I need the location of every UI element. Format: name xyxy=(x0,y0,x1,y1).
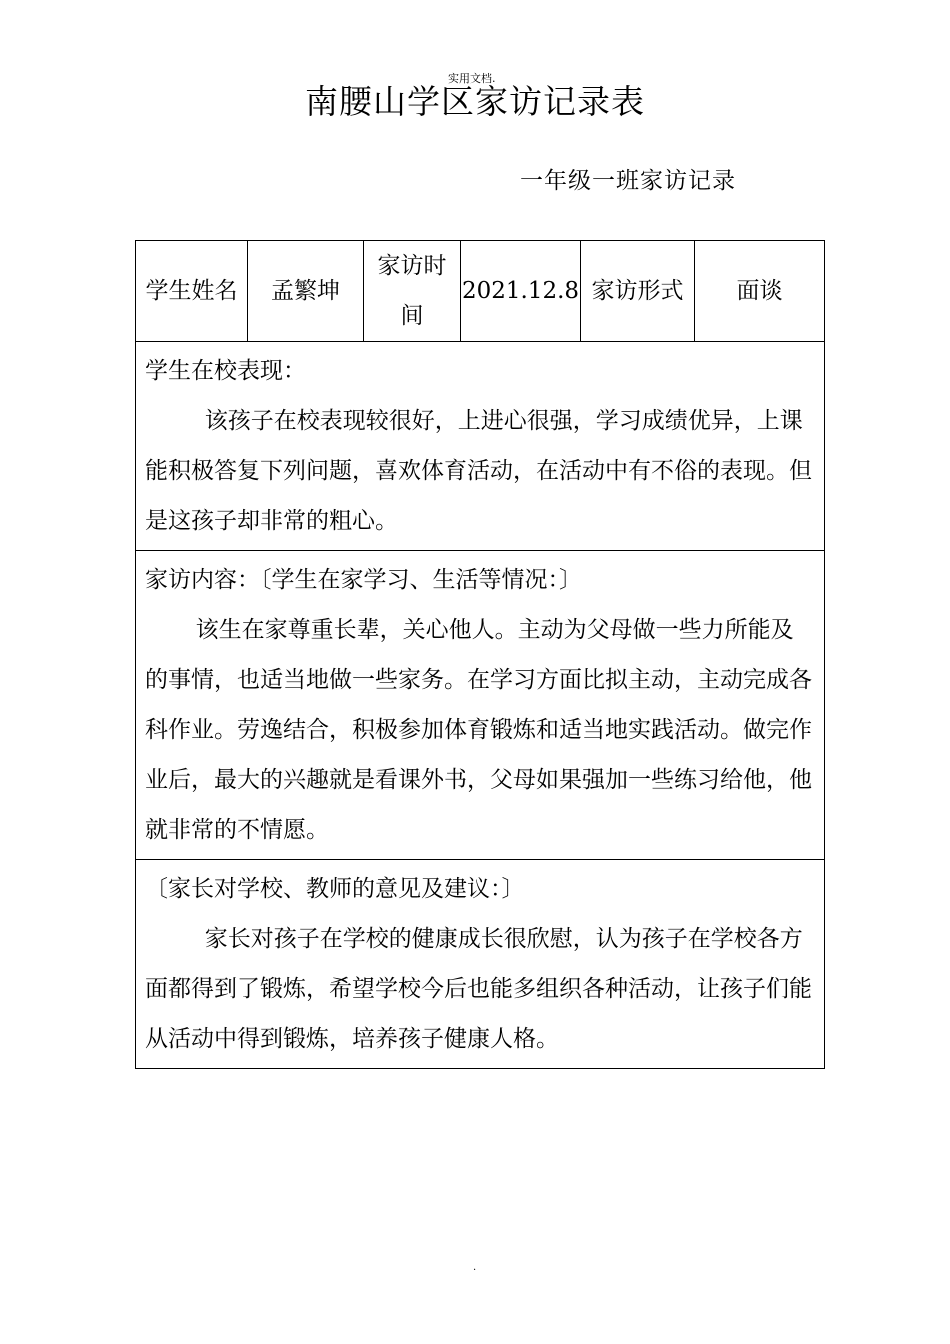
visit-record-table xyxy=(135,240,825,1069)
visit-time-value: 2021.12.8 xyxy=(461,241,581,342)
school-performance-label: 学生在校表现： xyxy=(145,358,306,384)
visit-time-label: 家访时间 xyxy=(364,241,461,342)
school-performance-cell xyxy=(136,342,825,551)
footer-mark: . xyxy=(473,1262,477,1273)
visit-content-row xyxy=(136,551,825,860)
school-performance-row xyxy=(136,342,825,551)
visit-content-label: 家访内容：〔学生在家学习、生活等情况：〕 xyxy=(145,567,582,593)
parent-opinion-text: 家长对孩子在学校的健康成长很欣慰，认为孩子在学校各方面都得到了锻炼，希望学校今后也能多组织各种活动，让孩子们能从活动中得到锻炼，培养孩子健康人格。 xyxy=(145,926,812,1052)
student-name-label: 学生姓名 xyxy=(136,241,248,342)
page-title: 南腰山学区家访记录表 xyxy=(305,82,645,121)
student-name-value: 孟繁坤 xyxy=(248,241,364,342)
visit-content-cell xyxy=(136,551,825,860)
visit-form-value: 面谈 xyxy=(695,241,825,342)
parent-opinion-cell xyxy=(136,860,825,1069)
parent-opinion-label: 〔家长对学校、教师的意见及建议：〕 xyxy=(145,876,525,902)
page-subtitle: 一年级一班家访记录 xyxy=(520,168,736,194)
visit-content-text: 该生在家尊重长辈，关心他人。主动为父母做一些力所能及的事情，也适当地做一些家务。在学习方面比拟主动，主动完成各科作业。劳逸结合，积极参加体育锻炼和适当地实践活动。做完作业后，最大的兴趣就是看课外书，父母如果强加一些练习给他，他就非常的不情愿。 xyxy=(145,617,812,843)
parent-opinion-row xyxy=(136,860,825,1069)
watermark: 实用文档. xyxy=(448,72,496,85)
visit-form-label: 家访形式 xyxy=(581,241,695,342)
school-performance-text: 该孩子在校表现较很好，上进心很强，学习成绩优异，上课能积极答复下列问题，喜欢体育活动，在活动中有不俗的表现。但是这孩子却非常的粗心。 xyxy=(145,408,812,534)
table-header-row xyxy=(136,241,825,342)
